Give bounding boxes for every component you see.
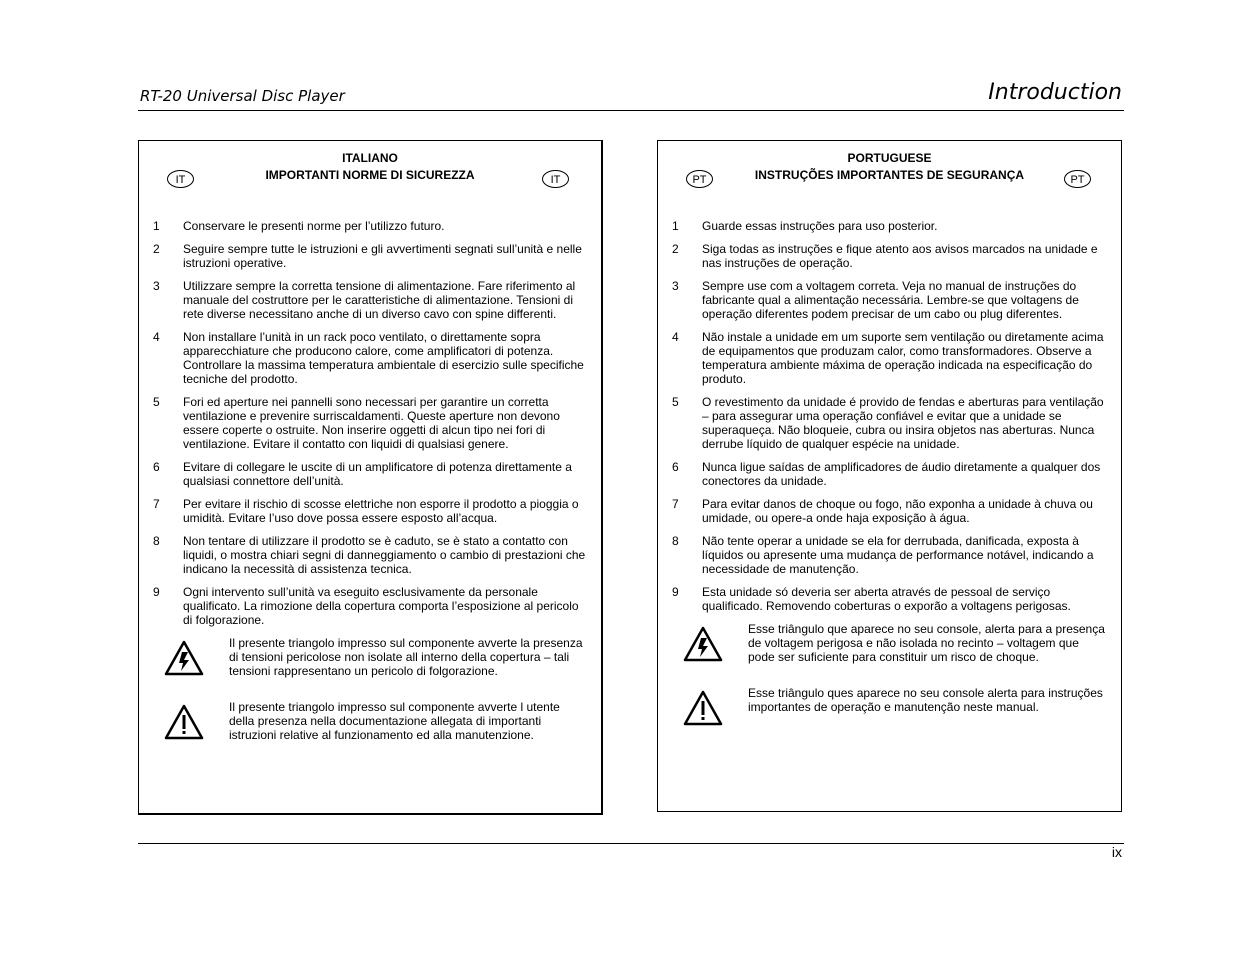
voltage-warning: Esse triângulo que aparece no seu console, alerta para a presença de voltagem perigosa e não isolada no recinto – voltagem que pode ser suficiente para constituir um risco de choque. xyxy=(658,622,1121,664)
list-item: 5 O revestimento da unidade é provido de fendas e aberturas para ventilação – para assegurar uma operação confiável e evitar que a unidade se superaqueça. Não bloqueie, cubra ou insira objetos nas aberturas. Nunca derrube líquido de qualquer espécie na unidade. xyxy=(672,395,1104,451)
section-title: Introduction xyxy=(988,80,1122,105)
list-item: 9 Ogni intervento sull’unità va eseguito esclusivamente da personale qualificato. La rimozione della copertura comporta l’esposizione al pericolo di folgorazione. xyxy=(153,585,579,627)
language-name: PORTUGUESE xyxy=(847,151,932,165)
list-item: 2 Seguire sempre tutte le istruzioni e gli avvertimenti segnati sull’unità e nelle istruzioni operative. xyxy=(153,242,582,270)
list-item: 4 Não instale a unidade em um suporte sem ventilação ou diretamente acima de equipamentos que produzam calor, como transformadores. Observe a temperatura ambiente máxima de operação indicada na especificação do produto. xyxy=(672,330,1104,386)
list-item: 1 Conservare le presenti norme per l’utilizzo futuro. xyxy=(153,219,445,233)
panel-title: INSTRUÇÕES IMPORTANTES DE SEGURANÇA xyxy=(754,168,1025,182)
safety-list xyxy=(139,219,601,764)
list-item: 6 Nunca ligue saídas de amplificadores de áudio diretamente a qualquer dos conectores da unidade. xyxy=(672,460,1101,488)
lightning-triangle-icon xyxy=(658,622,748,664)
list-item: 3 Sempre use com a voltagem correta. Veja no manual de instruções do fabricante qual a alimentação necessária. Lembre-se que voltagens de operação diferentes podem precisar de um cabo ou plug diferentes. xyxy=(672,279,1079,321)
portuguese-safety-panel xyxy=(657,140,1122,812)
list-item: 7 Para evitar danos de choque ou fogo, não exponha a unidade à chuva ou umidade, ou opere-a onde haja exposição à água. xyxy=(672,497,1093,525)
list-item: 4 Non installare l’unità in un rack poco ventilato, o direttamente sopra apparecchiature che producono calore, come amplificatori di potenza. Controllare la massima temperatura ambientale di esercizio sulle specifiche tecniche del prodotto. xyxy=(153,330,584,386)
panel-title: IMPORTANTI NORME DI SICUREZZA xyxy=(265,168,475,182)
list-item: 9 Esta unidade só deveria ser aberta através de pessoal de serviço qualificado. Removendo coberturas o exporão a voltagens perigosas. xyxy=(672,585,1071,613)
lightning-triangle-icon xyxy=(139,636,229,678)
list-item: 1 Guarde essas instruções para uso posterior. xyxy=(672,219,938,233)
exclamation-triangle-icon xyxy=(658,686,748,726)
list-item: 8 Não tente operar a unidade se ela for derrubada, danificada, exposta à líquidos ou apresente uma mudança de performance notável, indicando a necessidade de manutenção. xyxy=(672,534,1094,576)
documentation-warning: Il presente triangolo impresso sul componente avverte l utente della presenza nella documentazione allegata di importanti istruzioni relative al funzionamento ed alla manutenzione. xyxy=(139,700,601,742)
italian-safety-panel xyxy=(138,140,603,815)
documentation-warning: Esse triângulo ques aparece no seu console alerta para instruções importantes de operação e manutenção neste manual. xyxy=(658,686,1121,726)
list-item: 3 Utilizzare sempre la corretta tensione di alimentazione. Fare riferimento al manuale del costruttore per le caratteristiche di alimentazione. Tensioni di rete diverse necessitano anche di un diverso cavo con spine differenti. xyxy=(153,279,576,321)
product-name: RT-20 Universal Disc Player xyxy=(140,87,345,105)
list-item: 2 Siga todas as instruções e fique atento aos avisos marcados na unidade e nas instruções de operação. xyxy=(672,242,1098,270)
list-item: 7 Per evitare il rischio di scosse elettriche non esporre il prodotto a pioggia o umidità. Evitare l’uso dove possa essere esposto all’acqua. xyxy=(153,497,579,525)
safety-list xyxy=(658,219,1121,748)
list-item: 8 Non tentare di utilizzare il prodotto se è caduto, se è stato a contatto con liquidi, o mostra chiari segni di danneggiamento o cambio di prestazioni che indicano la necessità di assistenza tecnica. xyxy=(153,534,586,576)
page-number: ix xyxy=(1111,844,1122,860)
list-item: 5 Fori ed aperture nei pannelli sono necessari per garantire un corretta ventilazione e prevenire surriscaldamenti. Queste aperture non devono essere coperte o ostruite. Non inserire oggetti di alcun tipo nei fori di ventilazione. Evitare il contatto con liquidi di qualsiasi genere. xyxy=(153,395,560,451)
language-badge-right: IT xyxy=(542,170,569,188)
header-rule xyxy=(138,110,1124,111)
panel-heading xyxy=(658,150,1121,184)
voltage-warning: Il presente triangolo impresso sul componente avverte la presenza di tensioni pericolose non isolate all interno della copertura – tali tensioni rappresentano un pericolo di folgorazione. xyxy=(139,636,601,678)
language-badge-right: PT xyxy=(1064,170,1091,188)
language-name: ITALIANO xyxy=(342,151,398,165)
language-badge-left: PT xyxy=(686,170,713,188)
footer-rule xyxy=(138,843,1124,844)
list-item: 6 Evitare di collegare le uscite di un amplificatore di potenza direttamente a qualsiasi connettore dell’unità. xyxy=(153,460,572,488)
language-badge-left: IT xyxy=(167,170,194,188)
exclamation-triangle-icon xyxy=(139,700,229,742)
panel-heading xyxy=(139,150,601,184)
